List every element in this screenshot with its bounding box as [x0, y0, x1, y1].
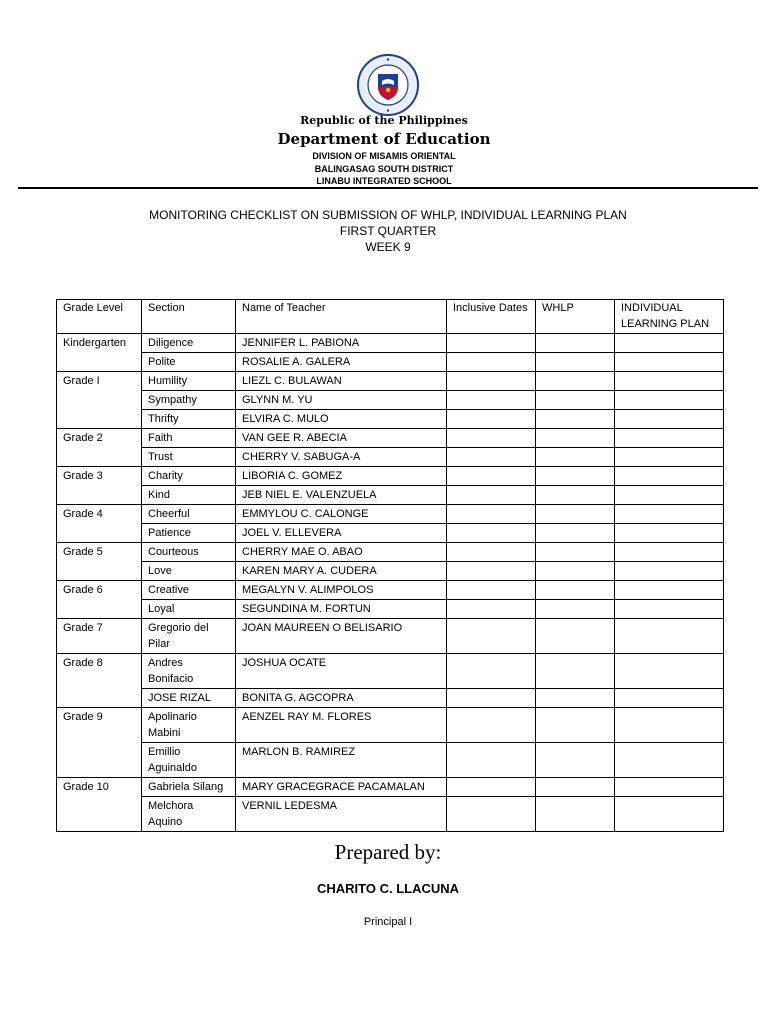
table-row [57, 600, 724, 619]
ilp-cell[interactable] [615, 391, 724, 410]
teacher-cell: JOEL V. ELLEVERA [236, 524, 447, 543]
document-title [0, 207, 768, 255]
inclusive-dates-cell[interactable] [447, 654, 536, 689]
table-row [57, 524, 724, 543]
inclusive-dates-cell[interactable] [447, 448, 536, 467]
inclusive-dates-cell[interactable] [447, 600, 536, 619]
teacher-cell: JEB NIEL E. VALENZUELA [236, 486, 447, 505]
deped-seal-icon [357, 54, 419, 116]
prepared-by-label: Prepared by: [334, 840, 442, 864]
ilp-cell[interactable] [615, 448, 724, 467]
grade-level-cell: Grade 2 [57, 429, 142, 467]
ilp-cell[interactable] [615, 708, 724, 743]
section-cell: Diligence [142, 334, 236, 353]
title-line-1: MONITORING CHECKLIST ON SUBMISSION OF WHLP, INDIVIDUAL LEARNING PLAN [149, 208, 627, 222]
ilp-cell[interactable] [615, 600, 724, 619]
inclusive-dates-cell[interactable] [447, 391, 536, 410]
inclusive-dates-cell[interactable] [447, 689, 536, 708]
whlp-cell[interactable] [536, 334, 615, 353]
whlp-cell[interactable] [536, 467, 615, 486]
grade-level-cell: Kindergarten [57, 334, 142, 372]
table-row [57, 334, 724, 353]
whlp-cell[interactable] [536, 353, 615, 372]
section-cell: Faith [142, 429, 236, 448]
inclusive-dates-cell[interactable] [447, 505, 536, 524]
ilp-cell[interactable] [615, 562, 724, 581]
grade-level-cell: Grade 7 [57, 619, 142, 654]
whlp-cell[interactable] [536, 524, 615, 543]
grade-level-cell: Grade 4 [57, 505, 142, 543]
section-cell: Andres Bonifacio [142, 654, 236, 689]
section-cell: Courteous [142, 543, 236, 562]
table-row [57, 429, 724, 448]
section-cell: Polite [142, 353, 236, 372]
grade-level-cell: Grade 10 [57, 778, 142, 832]
section-cell: Charity [142, 467, 236, 486]
inclusive-dates-cell[interactable] [447, 543, 536, 562]
section-cell: Gregorio del Pilar [142, 619, 236, 654]
inclusive-dates-cell[interactable] [447, 743, 536, 778]
ilp-cell[interactable] [615, 353, 724, 372]
header-inclusive-dates: Inclusive Dates [447, 300, 536, 334]
ilp-cell[interactable] [615, 654, 724, 689]
whlp-cell[interactable] [536, 689, 615, 708]
table-row [57, 581, 724, 600]
inclusive-dates-cell[interactable] [447, 708, 536, 743]
teacher-cell: MARY GRACEGRACE PACAMALAN [236, 778, 447, 797]
teacher-cell: EMMYLOU C. CALONGE [236, 505, 447, 524]
section-cell: Kind [142, 486, 236, 505]
ilp-cell[interactable] [615, 524, 724, 543]
whlp-cell[interactable] [536, 600, 615, 619]
teacher-cell: VAN GEE R. ABECIA [236, 429, 447, 448]
section-cell: Melchora Aquino [142, 797, 236, 832]
teacher-cell: VERNIL LEDESMA [236, 797, 447, 832]
table-row [57, 505, 724, 524]
inclusive-dates-cell[interactable] [447, 778, 536, 797]
table-body [57, 334, 724, 832]
whlp-cell[interactable] [536, 486, 615, 505]
table-row [57, 797, 724, 832]
whlp-cell[interactable] [536, 708, 615, 743]
table-row [57, 619, 724, 654]
ilp-cell[interactable] [615, 619, 724, 654]
header-section: Section [142, 300, 236, 334]
table-row [57, 372, 724, 391]
header-grade-level: Grade Level [57, 300, 142, 334]
inclusive-dates-cell[interactable] [447, 524, 536, 543]
ilp-cell[interactable] [615, 689, 724, 708]
section-cell: Emillio Aguinaldo [142, 743, 236, 778]
ilp-cell[interactable] [615, 372, 724, 391]
title-line-2: FIRST QUARTER [339, 224, 437, 238]
inclusive-dates-cell[interactable] [447, 467, 536, 486]
inclusive-dates-cell[interactable] [447, 619, 536, 654]
inclusive-dates-cell[interactable] [447, 562, 536, 581]
section-cell: Trust [142, 448, 236, 467]
ilp-cell[interactable] [615, 505, 724, 524]
section-cell: Love [142, 562, 236, 581]
grade-level-cell: Grade 6 [57, 581, 142, 619]
grade-level-cell: Grade 5 [57, 543, 142, 581]
header-ilp: INDIVIDUAL LEARNING PLAN [615, 300, 724, 334]
table-row [57, 391, 724, 410]
teacher-cell: LIBORIA C. GOMEZ [236, 467, 447, 486]
division-label: DIVISION OF MISAMIS ORIENTAL [312, 151, 456, 161]
section-cell: Humility [142, 372, 236, 391]
table-row [57, 543, 724, 562]
grade-level-cell: Grade 9 [57, 708, 142, 778]
ilp-cell[interactable] [615, 467, 724, 486]
whlp-cell[interactable] [536, 797, 615, 832]
table-row [57, 778, 724, 797]
teacher-cell: CHERRY MAE O. ABAO [236, 543, 447, 562]
section-cell: Patience [142, 524, 236, 543]
inclusive-dates-cell[interactable] [447, 429, 536, 448]
whlp-cell[interactable] [536, 619, 615, 654]
table-row [57, 486, 724, 505]
section-cell: JOSE RIZAL [142, 689, 236, 708]
table-row [57, 708, 724, 743]
section-cell: Thrifty [142, 410, 236, 429]
teacher-cell: JOAN MAUREEN O BELISARIO [236, 619, 447, 654]
table-row [57, 353, 724, 372]
whlp-cell[interactable] [536, 543, 615, 562]
teacher-cell: AENZEL RAY M. FLORES [236, 708, 447, 743]
section-cell: Apolinario Mabini [142, 708, 236, 743]
whlp-cell[interactable] [536, 562, 615, 581]
ilp-cell[interactable] [615, 581, 724, 600]
teacher-cell: CHERRY V. SABUGA-A [236, 448, 447, 467]
ilp-cell[interactable] [615, 797, 724, 832]
school-label: LINABU INTEGRATED SCHOOL [316, 176, 452, 186]
teacher-cell: MEGALYN V. ALIMPOLOS [236, 581, 447, 600]
header-whlp: WHLP [536, 300, 615, 334]
grade-level-cell: Grade 3 [57, 467, 142, 505]
section-cell: Gabriela Silang [142, 778, 236, 797]
header-teacher: Name of Teacher [236, 300, 447, 334]
teacher-cell: KAREN MARY A. CUDERA [236, 562, 447, 581]
grade-level-cell: Grade I [57, 372, 142, 429]
whlp-cell[interactable] [536, 410, 615, 429]
teacher-cell: ELVIRA C. MULO [236, 410, 447, 429]
ilp-cell[interactable] [615, 429, 724, 448]
teacher-cell: BONITA G. AGCOPRA [236, 689, 447, 708]
whlp-cell[interactable] [536, 448, 615, 467]
title-line-3: WEEK 9 [365, 240, 411, 254]
table-row [57, 467, 724, 486]
inclusive-dates-cell[interactable] [447, 797, 536, 832]
inclusive-dates-cell[interactable] [447, 410, 536, 429]
whlp-cell[interactable] [536, 581, 615, 600]
whlp-cell[interactable] [536, 743, 615, 778]
teacher-cell: GLYNN M. YU [236, 391, 447, 410]
ilp-cell[interactable] [615, 334, 724, 353]
ilp-cell[interactable] [615, 486, 724, 505]
teacher-cell: JENNIFER L. PABIONA [236, 334, 447, 353]
teacher-cell: MARLON B. RAMIREZ [236, 743, 447, 778]
whlp-cell[interactable] [536, 778, 615, 797]
table-row [57, 562, 724, 581]
inclusive-dates-cell[interactable] [447, 486, 536, 505]
teacher-cell: ROSALIE A. GALERA [236, 353, 447, 372]
table-row [57, 689, 724, 708]
table-row [57, 654, 724, 689]
table-header-row [57, 300, 724, 334]
ilp-cell[interactable] [615, 543, 724, 562]
republic-label: Republic of the Philippines [300, 114, 468, 127]
principal-position: Principal I [363, 916, 413, 928]
section-cell: Loyal [142, 600, 236, 619]
teacher-cell: JOSHUA OCATE [236, 654, 447, 689]
whlp-cell[interactable] [536, 429, 615, 448]
inclusive-dates-cell[interactable] [447, 334, 536, 353]
checklist-table [56, 299, 724, 832]
whlp-cell[interactable] [536, 654, 615, 689]
whlp-cell[interactable] [536, 391, 615, 410]
district-label: BALINGASAG SOUTH DISTRICT [314, 164, 454, 174]
table-row [57, 743, 724, 778]
teacher-cell: SEGUNDINA M. FORTUN [236, 600, 447, 619]
section-cell: Creative [142, 581, 236, 600]
header-divider [18, 187, 758, 189]
ilp-cell[interactable] [615, 410, 724, 429]
whlp-cell[interactable] [536, 372, 615, 391]
whlp-cell[interactable] [536, 505, 615, 524]
department-title: Department of Education [277, 130, 491, 148]
inclusive-dates-cell[interactable] [447, 372, 536, 391]
inclusive-dates-cell[interactable] [447, 353, 536, 372]
grade-level-cell: Grade 8 [57, 654, 142, 708]
section-cell: Sympathy [142, 391, 236, 410]
table-row [57, 448, 724, 467]
section-cell: Cheerful [142, 505, 236, 524]
principal-name: CHARITO C. LLACUNA [316, 881, 460, 896]
ilp-cell[interactable] [615, 778, 724, 797]
inclusive-dates-cell[interactable] [447, 581, 536, 600]
table-row [57, 410, 724, 429]
teacher-cell: LIEZL C. BULAWAN [236, 372, 447, 391]
ilp-cell[interactable] [615, 743, 724, 778]
